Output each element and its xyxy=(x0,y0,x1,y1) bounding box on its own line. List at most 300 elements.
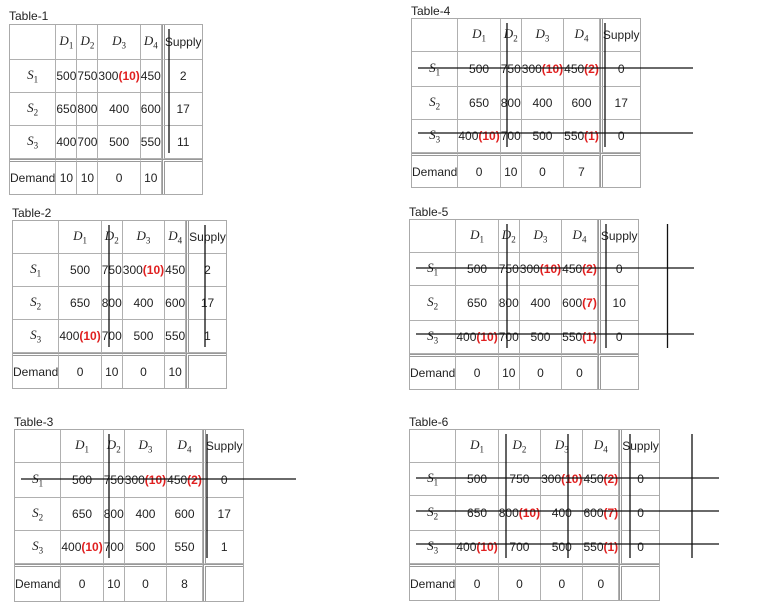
cost-cell xyxy=(102,287,123,320)
source-row-s3 xyxy=(410,531,659,564)
column-header-d4: $D_4$ xyxy=(562,220,598,253)
empty-cell xyxy=(203,564,243,601)
supply-header: Supply xyxy=(619,430,659,463)
allocation-value: (2) xyxy=(582,262,597,276)
cost-value: 300 xyxy=(541,472,562,486)
row-header-s2: $S_2$ xyxy=(410,496,456,531)
demand-row xyxy=(410,354,638,389)
cost-value: 500 xyxy=(532,129,553,143)
column-header-d4: $D_4$ xyxy=(583,430,619,463)
transport-table xyxy=(9,24,203,195)
cost-cell xyxy=(499,321,520,354)
cost-cell xyxy=(77,126,98,159)
cost-cell xyxy=(104,498,125,531)
source-row-s2 xyxy=(410,496,659,531)
cost-value: 800 xyxy=(498,296,519,310)
column-header-d4: $D_4$ xyxy=(141,25,162,60)
demand-value: 10 xyxy=(102,353,123,388)
cost-cell xyxy=(56,93,77,126)
cost-value: 650 xyxy=(70,296,91,310)
source-row-s1 xyxy=(13,254,226,287)
column-header-d2: $D_2$ xyxy=(77,25,98,60)
demand-value: 8 xyxy=(167,564,203,601)
demand-label: Demand xyxy=(412,153,458,187)
allocation-value: (10) xyxy=(561,472,583,486)
cost-value: 450 xyxy=(167,473,188,487)
demand-value: 10 xyxy=(501,153,522,187)
cost-value: 500 xyxy=(56,69,77,83)
column-header-d2: $D_2$ xyxy=(499,430,541,463)
cost-value: 600 xyxy=(562,296,583,310)
cost-value: 600 xyxy=(165,296,186,310)
cost-value: 550 xyxy=(174,540,195,554)
row-header-s3: $S_3$ xyxy=(15,531,61,564)
demand-label: Demand xyxy=(15,564,61,601)
cost-value: 750 xyxy=(500,62,521,76)
cost-value: 550 xyxy=(165,329,186,343)
cost-cell xyxy=(583,463,619,496)
cost-value: 300 xyxy=(124,473,145,487)
cost-cell xyxy=(499,286,520,321)
demand-value: 0 xyxy=(456,354,498,389)
demand-value: 0 xyxy=(499,564,541,600)
cost-cell xyxy=(522,120,564,153)
cost-value: 700 xyxy=(77,135,98,149)
header-row xyxy=(412,19,640,52)
allocation-value: (10) xyxy=(144,473,167,487)
corner-cell xyxy=(13,221,59,254)
header-row xyxy=(10,25,202,60)
cost-cell xyxy=(61,463,103,498)
row-header-s1: $S_1$ xyxy=(412,52,458,87)
allocation-value: (2) xyxy=(187,473,202,487)
cost-value: 650 xyxy=(56,102,77,116)
allocation-value: (10) xyxy=(142,263,165,277)
table-title: Table-4 xyxy=(411,4,451,18)
column-header-d3: $D_3$ xyxy=(522,19,564,52)
column-header-d3: $D_3$ xyxy=(98,25,140,60)
table-title: Table-1 xyxy=(9,9,49,23)
supply-value: 11 xyxy=(162,126,202,159)
cost-value: 550 xyxy=(140,135,161,149)
cost-cell xyxy=(501,52,522,87)
allocation-value: (1) xyxy=(584,129,599,143)
cost-value: 500 xyxy=(467,262,488,276)
demand-value: 0 xyxy=(125,564,167,601)
cost-cell xyxy=(125,498,167,531)
corner-cell xyxy=(10,25,56,60)
cost-value: 400 xyxy=(530,296,551,310)
source-row-s3 xyxy=(410,321,638,354)
demand-row xyxy=(410,564,659,600)
cost-value: 500 xyxy=(70,263,91,277)
allocation-value: (10) xyxy=(118,69,140,83)
supply-header: Supply xyxy=(598,220,638,253)
demand-value: 7 xyxy=(564,153,600,187)
column-header-d1: $D_1$ xyxy=(456,220,498,253)
cost-value: 700 xyxy=(509,540,530,554)
demand-label: Demand xyxy=(410,354,456,389)
table-title: Table-2 xyxy=(12,206,52,220)
row-header-s3: $S_3$ xyxy=(410,321,456,354)
source-row-s2 xyxy=(410,286,638,321)
cost-value: 800 xyxy=(498,506,519,520)
row-header-s2: $S_2$ xyxy=(412,87,458,120)
supply-value: 17 xyxy=(600,87,640,120)
cost-value: 700 xyxy=(101,329,122,343)
cost-cell xyxy=(456,253,498,286)
demand-value: 0 xyxy=(541,564,583,600)
demand-value: 0 xyxy=(61,564,103,601)
cost-cell xyxy=(499,496,541,531)
table-title: Table-5 xyxy=(409,205,449,219)
row-header-s2: $S_2$ xyxy=(15,498,61,531)
supply-value: 1 xyxy=(203,531,243,564)
column-header-d1: $D_1$ xyxy=(456,430,498,463)
supply-value: 0 xyxy=(598,253,638,286)
cost-cell xyxy=(102,254,123,287)
column-header-d3: $D_3$ xyxy=(541,430,583,463)
empty-cell xyxy=(598,354,638,389)
supply-value: 17 xyxy=(186,287,226,320)
source-row-s1 xyxy=(412,52,640,87)
supply-value: 10 xyxy=(598,286,638,321)
demand-value: 0 xyxy=(98,159,140,194)
cost-value: 400 xyxy=(56,135,77,149)
column-header-d1: $D_1$ xyxy=(59,221,101,254)
cost-cell xyxy=(499,253,520,286)
cost-cell xyxy=(165,254,186,287)
cost-cell xyxy=(141,93,162,126)
source-row-s2 xyxy=(10,93,202,126)
demand-value: 0 xyxy=(123,353,165,388)
row-header-s3: $S_3$ xyxy=(412,120,458,153)
cost-cell xyxy=(59,287,101,320)
cost-cell xyxy=(165,287,186,320)
cost-cell xyxy=(499,463,541,496)
cost-value: 450 xyxy=(140,69,161,83)
cost-value: 700 xyxy=(103,540,124,554)
cost-value: 500 xyxy=(135,540,156,554)
source-row-s2 xyxy=(412,87,640,120)
source-row-s1 xyxy=(410,463,659,496)
cost-cell xyxy=(456,321,498,354)
allocation-value: (7) xyxy=(582,296,597,310)
row-header-s3: $S_3$ xyxy=(10,126,56,159)
cost-cell xyxy=(562,253,598,286)
cost-cell xyxy=(522,52,564,87)
source-row-s3 xyxy=(10,126,202,159)
cost-cell xyxy=(583,531,619,564)
cost-value: 600 xyxy=(583,506,604,520)
header-row xyxy=(13,221,226,254)
source-row-s3 xyxy=(412,120,640,153)
row-header-s1: $S_1$ xyxy=(10,60,56,93)
cost-cell xyxy=(98,93,140,126)
column-header-d1: $D_1$ xyxy=(56,25,77,60)
cost-value: 550 xyxy=(564,129,585,143)
cost-value: 800 xyxy=(77,102,98,116)
cost-cell xyxy=(141,126,162,159)
cost-cell xyxy=(56,126,77,159)
cost-value: 700 xyxy=(498,330,519,344)
demand-value: 0 xyxy=(583,564,619,600)
cost-value: 650 xyxy=(467,506,488,520)
cost-cell xyxy=(59,254,101,287)
cost-value: 400 xyxy=(133,296,154,310)
supply-value: 2 xyxy=(186,254,226,287)
demand-value: 10 xyxy=(499,354,520,389)
transport-table xyxy=(411,18,641,188)
demand-row xyxy=(13,353,226,388)
row-header-s1: $S_1$ xyxy=(410,463,456,496)
row-header-s2: $S_2$ xyxy=(13,287,59,320)
supply-value: 0 xyxy=(203,463,243,498)
allocation-value: (2) xyxy=(603,472,619,486)
allocation-value: (10) xyxy=(539,262,562,276)
cost-cell xyxy=(456,463,498,496)
supply-value: 17 xyxy=(203,498,243,531)
row-header-s3: $S_3$ xyxy=(13,320,59,353)
cost-value: 300 xyxy=(98,69,119,83)
cost-cell xyxy=(501,120,522,153)
cost-cell xyxy=(562,286,598,321)
demand-label: Demand xyxy=(10,159,56,194)
cost-cell xyxy=(165,320,186,353)
cost-value: 800 xyxy=(101,296,122,310)
row-header-s2: $S_2$ xyxy=(10,93,56,126)
allocation-value: (7) xyxy=(603,506,619,520)
source-row-s2 xyxy=(15,498,243,531)
column-header-d4: $D_4$ xyxy=(167,430,203,463)
supply-value: 1 xyxy=(186,320,226,353)
allocation-value: (10) xyxy=(476,540,498,554)
header-row xyxy=(15,430,243,463)
source-row-s1 xyxy=(410,253,638,286)
cost-value: 400 xyxy=(109,102,130,116)
cost-value: 500 xyxy=(109,135,130,149)
source-row-s3 xyxy=(13,320,226,353)
cost-cell xyxy=(456,286,498,321)
cost-cell xyxy=(522,87,564,120)
header-row xyxy=(410,220,638,253)
demand-value: 0 xyxy=(59,353,101,388)
row-header-s2: $S_2$ xyxy=(410,286,456,321)
supply-header: Supply xyxy=(186,221,226,254)
cost-value: 750 xyxy=(498,262,519,276)
cost-value: 700 xyxy=(500,129,521,143)
cost-cell xyxy=(562,321,598,354)
cost-value: 400 xyxy=(456,540,477,554)
cost-cell xyxy=(61,531,103,564)
allocation-value: (10) xyxy=(81,540,103,554)
cost-value: 400 xyxy=(135,507,156,521)
column-header-d2: $D_2$ xyxy=(501,19,522,52)
allocation-value: (10) xyxy=(518,506,541,520)
cost-cell xyxy=(56,60,77,93)
cost-value: 550 xyxy=(583,540,604,554)
cost-value: 400 xyxy=(456,330,477,344)
column-header-d4: $D_4$ xyxy=(564,19,600,52)
cost-value: 650 xyxy=(467,296,488,310)
demand-value: 0 xyxy=(456,564,498,600)
demand-value: 10 xyxy=(77,159,98,194)
column-header-d2: $D_2$ xyxy=(104,430,125,463)
cost-value: 300 xyxy=(122,263,143,277)
cost-cell xyxy=(123,320,165,353)
row-header-s1: $S_1$ xyxy=(15,463,61,498)
cost-cell xyxy=(123,287,165,320)
cost-value: 500 xyxy=(469,62,490,76)
allocation-value: (1) xyxy=(603,540,619,554)
column-header-d3: $D_3$ xyxy=(520,220,562,253)
demand-value: 0 xyxy=(458,153,500,187)
demand-value: 10 xyxy=(165,353,186,388)
cost-value: 650 xyxy=(72,507,93,521)
cost-cell xyxy=(102,320,123,353)
supply-value: 0 xyxy=(600,120,640,153)
cost-value: 750 xyxy=(509,472,530,486)
cost-value: 550 xyxy=(562,330,583,344)
supply-header: Supply xyxy=(162,25,202,60)
empty-cell xyxy=(619,564,659,600)
corner-cell xyxy=(412,19,458,52)
cost-value: 400 xyxy=(458,129,479,143)
cost-value: 400 xyxy=(59,329,80,343)
cost-cell xyxy=(98,126,140,159)
cost-cell xyxy=(104,531,125,564)
demand-value: 10 xyxy=(141,159,162,194)
supply-value: 0 xyxy=(619,463,659,496)
cost-value: 750 xyxy=(101,263,122,277)
corner-cell xyxy=(15,430,61,463)
demand-row xyxy=(10,159,202,194)
cost-cell xyxy=(125,531,167,564)
cost-cell xyxy=(520,321,562,354)
cost-value: 600 xyxy=(140,102,161,116)
cost-cell xyxy=(456,531,498,564)
demand-value: 0 xyxy=(520,354,562,389)
cost-cell xyxy=(167,498,203,531)
demand-label: Demand xyxy=(13,353,59,388)
cost-value: 450 xyxy=(564,62,585,76)
cost-value: 500 xyxy=(133,329,154,343)
cost-value: 800 xyxy=(500,96,521,110)
column-header-d1: $D_1$ xyxy=(61,430,103,463)
cost-cell xyxy=(520,286,562,321)
cost-cell xyxy=(104,463,125,498)
supply-value: 0 xyxy=(619,531,659,564)
cost-value: 450 xyxy=(562,262,583,276)
table-title: Table-3 xyxy=(14,415,54,429)
cost-cell xyxy=(456,496,498,531)
supply-header: Supply xyxy=(600,19,640,52)
cost-value: 300 xyxy=(521,62,542,76)
transport-table xyxy=(12,220,227,389)
cost-cell xyxy=(564,52,600,87)
row-header-s3: $S_3$ xyxy=(410,531,456,564)
supply-value: 0 xyxy=(619,496,659,531)
source-row-s2 xyxy=(13,287,226,320)
supply-value: 17 xyxy=(162,93,202,126)
cost-value: 500 xyxy=(530,330,551,344)
cost-value: 750 xyxy=(77,69,98,83)
table-title: Table-6 xyxy=(409,415,449,429)
cost-cell xyxy=(61,498,103,531)
source-row-s1 xyxy=(15,463,243,498)
column-header-d2: $D_2$ xyxy=(499,220,520,253)
supply-value: 0 xyxy=(598,321,638,354)
allocation-value: (10) xyxy=(478,129,500,143)
cost-value: 450 xyxy=(165,263,186,277)
cost-value: 650 xyxy=(469,96,490,110)
corner-cell xyxy=(410,220,456,253)
cost-value: 400 xyxy=(61,540,82,554)
demand-label: Demand xyxy=(410,564,456,600)
cost-value: 800 xyxy=(103,507,124,521)
header-row xyxy=(410,430,659,463)
cost-cell xyxy=(98,60,140,93)
cost-cell xyxy=(458,120,500,153)
cost-cell xyxy=(541,496,583,531)
allocation-value: (10) xyxy=(79,329,101,343)
demand-row xyxy=(412,153,640,187)
supply-header: Supply xyxy=(203,430,243,463)
cost-value: 500 xyxy=(467,472,488,486)
column-header-d3: $D_3$ xyxy=(123,221,165,254)
cost-cell xyxy=(458,87,500,120)
demand-value: 10 xyxy=(104,564,125,601)
column-header-d3: $D_3$ xyxy=(125,430,167,463)
cost-value: 600 xyxy=(571,96,592,110)
allocation-value: (10) xyxy=(541,62,564,76)
row-header-s1: $S_1$ xyxy=(13,254,59,287)
column-header-d2: $D_2$ xyxy=(102,221,123,254)
corner-cell xyxy=(410,430,456,463)
cost-cell xyxy=(499,531,541,564)
empty-cell xyxy=(162,159,202,194)
cost-cell xyxy=(501,87,522,120)
cost-cell xyxy=(77,93,98,126)
cost-cell xyxy=(77,60,98,93)
demand-row xyxy=(15,564,243,601)
cost-value: 300 xyxy=(519,262,540,276)
cost-value: 450 xyxy=(583,472,604,486)
cost-cell xyxy=(541,531,583,564)
row-header-s1: $S_1$ xyxy=(410,253,456,286)
cost-value: 400 xyxy=(551,506,572,520)
cost-cell xyxy=(123,254,165,287)
demand-value: 0 xyxy=(522,153,564,187)
transport-table xyxy=(409,429,660,601)
cost-cell xyxy=(59,320,101,353)
cost-value: 750 xyxy=(103,473,124,487)
empty-cell xyxy=(186,353,226,388)
cost-cell xyxy=(141,60,162,93)
allocation-value: (2) xyxy=(584,62,599,76)
cost-cell xyxy=(167,463,203,498)
cost-value: 400 xyxy=(532,96,553,110)
column-header-d4: $D_4$ xyxy=(165,221,186,254)
cost-cell xyxy=(125,463,167,498)
cost-cell xyxy=(167,531,203,564)
cost-cell xyxy=(541,463,583,496)
cost-cell xyxy=(564,87,600,120)
cost-cell xyxy=(458,52,500,87)
empty-cell xyxy=(600,153,640,187)
column-header-d1: $D_1$ xyxy=(458,19,500,52)
demand-value: 10 xyxy=(56,159,77,194)
